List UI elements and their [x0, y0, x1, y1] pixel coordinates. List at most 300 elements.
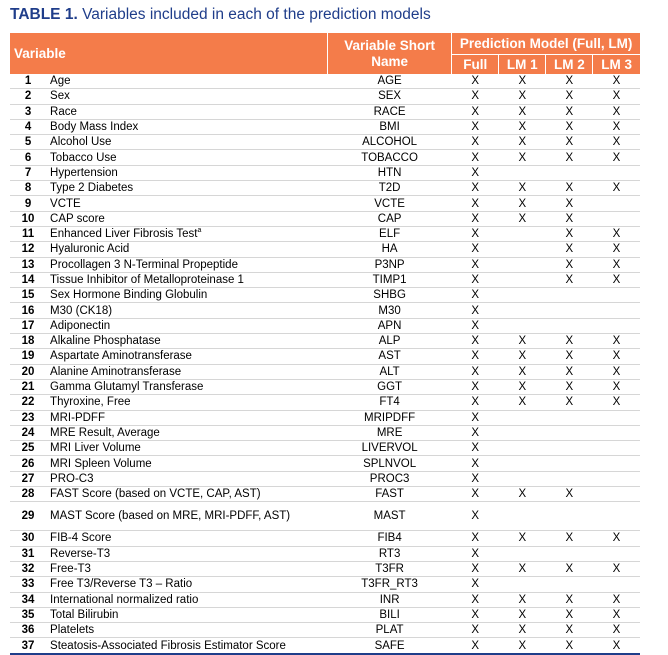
- row-number: 33: [10, 577, 46, 592]
- mark-lm3: X: [593, 104, 640, 119]
- mark-full: X: [452, 607, 499, 622]
- mark-lm3: [593, 318, 640, 333]
- mark-lm3: [593, 303, 640, 318]
- mark-lm1: X: [499, 623, 546, 638]
- variable-name-text: FAST Score (based on VCTE, CAP, AST): [50, 488, 261, 501]
- mark-lm3: X: [593, 395, 640, 410]
- table-row: [10, 349, 640, 364]
- mark-lm3: X: [593, 592, 640, 607]
- mark-full: X: [452, 623, 499, 638]
- variable-name: [46, 577, 327, 592]
- table-row: [10, 165, 640, 180]
- mark-full: X: [452, 165, 499, 180]
- variable-name-text: Body Mass Index: [50, 121, 139, 134]
- variable-name: [46, 592, 327, 607]
- mark-lm2: X: [546, 89, 593, 104]
- row-number: 20: [10, 364, 46, 379]
- mark-full: X: [452, 150, 499, 165]
- variable-name: [46, 607, 327, 622]
- table-label: TABLE 1.: [10, 6, 78, 23]
- variable-short-name: ALT: [328, 364, 452, 379]
- variable-name-text: MRE Result, Average: [50, 426, 160, 439]
- mark-lm3: X: [593, 623, 640, 638]
- mark-lm2: [546, 410, 593, 425]
- row-number: 22: [10, 395, 46, 410]
- variable-name: [46, 74, 327, 89]
- row-number: 37: [10, 638, 46, 654]
- table-row: [10, 546, 640, 561]
- variable-short-name: MAST: [328, 502, 452, 531]
- table-row: [10, 211, 640, 226]
- mark-lm1: X: [499, 74, 546, 89]
- mark-lm1: X: [499, 561, 546, 576]
- mark-lm2: X: [546, 119, 593, 134]
- table-caption: Variables included in each of the prediction models: [82, 6, 431, 23]
- variable-short-name: FIB4: [328, 531, 452, 546]
- table-row: [10, 334, 640, 349]
- mark-full: X: [452, 349, 499, 364]
- table-row: [10, 364, 640, 379]
- variable-name: [46, 257, 327, 272]
- variable-name-text: Reverse-T3: [50, 547, 111, 560]
- table-row: [10, 607, 640, 622]
- mark-lm2: X: [546, 104, 593, 119]
- variable-short-name: RT3: [328, 546, 452, 561]
- variable-short-name: BILI: [328, 607, 452, 622]
- variable-name-text: Free-T3: [50, 563, 91, 576]
- variable-name-text: MRI-PDFF: [50, 411, 105, 424]
- mark-lm3: [593, 546, 640, 561]
- variable-short-name: INR: [328, 592, 452, 607]
- mark-lm2: X: [546, 74, 593, 89]
- variable-name: [46, 364, 327, 379]
- variable-name: [46, 395, 327, 410]
- mark-lm3: [593, 456, 640, 471]
- table-row: [10, 74, 640, 89]
- table-row: [10, 471, 640, 486]
- table-row: [10, 561, 640, 576]
- variable-short-name: GGT: [328, 379, 452, 394]
- mark-lm2: [546, 546, 593, 561]
- table-row: [10, 441, 640, 456]
- table-row: [10, 150, 640, 165]
- mark-full: X: [452, 211, 499, 226]
- variable-short-name: VCTE: [328, 196, 452, 211]
- variable-name-text: VCTE: [50, 197, 81, 210]
- variable-name: [46, 425, 327, 440]
- variable-name: [46, 471, 327, 486]
- row-number: 23: [10, 410, 46, 425]
- header-lm3: LM 3: [593, 55, 640, 75]
- mark-lm3: [593, 425, 640, 440]
- variable-short-name: LIVERVOL: [328, 441, 452, 456]
- mark-full: X: [452, 502, 499, 531]
- variable-name: [46, 150, 327, 165]
- row-number: 16: [10, 303, 46, 318]
- mark-full: X: [452, 471, 499, 486]
- variable-name-text: Alcohol Use: [50, 136, 112, 149]
- table-row: [10, 531, 640, 546]
- mark-lm2: X: [546, 257, 593, 272]
- variable-name-text: CAP score: [50, 212, 105, 225]
- mark-lm3: X: [593, 257, 640, 272]
- variable-name-text: International normalized ratio: [50, 593, 199, 606]
- mark-lm2: [546, 577, 593, 592]
- table-row: [10, 303, 640, 318]
- mark-lm1: X: [499, 119, 546, 134]
- variable-short-name: MRE: [328, 425, 452, 440]
- variable-name: [46, 487, 327, 502]
- table-row: [10, 456, 640, 471]
- mark-lm3: [593, 410, 640, 425]
- mark-lm1: X: [499, 196, 546, 211]
- row-number: 30: [10, 531, 46, 546]
- variable-name: [46, 181, 327, 196]
- variable-short-name: AGE: [328, 74, 452, 89]
- row-number: 27: [10, 471, 46, 486]
- variable-name-text: Sex: [50, 90, 70, 103]
- variable-name-text: Enhanced Liver Fibrosis Test: [50, 228, 198, 241]
- header-lm2: LM 2: [546, 55, 593, 75]
- table-row: [10, 89, 640, 104]
- variable-short-name: HA: [328, 242, 452, 257]
- variable-name: [46, 318, 327, 333]
- mark-full: X: [452, 395, 499, 410]
- variable-name: [46, 349, 327, 364]
- row-number: 28: [10, 487, 46, 502]
- variable-name: [46, 226, 327, 241]
- row-number: 7: [10, 165, 46, 180]
- variable-short-name: RACE: [328, 104, 452, 119]
- mark-full: X: [452, 226, 499, 241]
- mark-lm2: X: [546, 349, 593, 364]
- variable-name: [46, 89, 327, 104]
- variable-name: [46, 288, 327, 303]
- mark-full: X: [452, 196, 499, 211]
- mark-lm3: [593, 577, 640, 592]
- mark-lm3: X: [593, 74, 640, 89]
- variable-name: [46, 531, 327, 546]
- variable-name-text: Tissue Inhibitor of Metalloproteinase 1: [50, 274, 244, 286]
- row-number: 4: [10, 119, 46, 134]
- row-number: 14: [10, 272, 46, 287]
- mark-lm3: X: [593, 150, 640, 165]
- variable-name: [46, 456, 327, 471]
- table-row: [10, 257, 640, 272]
- mark-full: X: [452, 89, 499, 104]
- row-number: 10: [10, 211, 46, 226]
- row-number: 19: [10, 349, 46, 364]
- table-row: [10, 135, 640, 150]
- variable-short-name: T3FR_RT3: [328, 577, 452, 592]
- table-row: [10, 318, 640, 333]
- table-row: [10, 379, 640, 394]
- mark-lm1: X: [499, 592, 546, 607]
- mark-full: X: [452, 318, 499, 333]
- mark-lm3: X: [593, 135, 640, 150]
- variable-short-name: CAP: [328, 211, 452, 226]
- variable-name-text: Steatosis-Associated Fibrosis Estimator Score: [50, 639, 286, 652]
- mark-lm1: [499, 242, 546, 257]
- mark-lm3: X: [593, 226, 640, 241]
- table-row: [10, 502, 640, 531]
- row-number: 11: [10, 226, 46, 241]
- row-number: 25: [10, 441, 46, 456]
- row-number: 21: [10, 379, 46, 394]
- mark-lm1: X: [499, 395, 546, 410]
- mark-full: X: [452, 456, 499, 471]
- table-title: [10, 6, 431, 24]
- variable-name-text: Platelets: [50, 624, 95, 637]
- row-number: 8: [10, 181, 46, 196]
- table-row: [10, 196, 640, 211]
- variable-name-text: M30 (CK18): [50, 304, 113, 317]
- variable-short-name: ALP: [328, 334, 452, 349]
- variable-short-name: TIMP1: [328, 272, 452, 287]
- mark-lm3: X: [593, 531, 640, 546]
- variable-name-text: Procollagen 3 N-Terminal Propeptide: [50, 258, 238, 271]
- table-row: [10, 410, 640, 425]
- mark-lm3: X: [593, 181, 640, 196]
- variables-table: [10, 33, 640, 655]
- header-full: Full: [452, 55, 499, 75]
- mark-lm3: [593, 288, 640, 303]
- mark-lm2: X: [546, 226, 593, 241]
- row-number: 26: [10, 456, 46, 471]
- mark-full: X: [452, 303, 499, 318]
- mark-lm1: [499, 546, 546, 561]
- mark-lm1: X: [499, 379, 546, 394]
- variable-name: [46, 379, 327, 394]
- variable-short-name: AST: [328, 349, 452, 364]
- variable-short-name: SHBG: [328, 288, 452, 303]
- table-row: [10, 104, 640, 119]
- mark-lm2: [546, 456, 593, 471]
- mark-full: X: [452, 577, 499, 592]
- mark-lm2: [546, 303, 593, 318]
- mark-lm2: X: [546, 395, 593, 410]
- row-number: 18: [10, 334, 46, 349]
- variable-name: [46, 242, 327, 257]
- row-number: 5: [10, 135, 46, 150]
- variable-name: [46, 104, 327, 119]
- variable-name-text: Type 2 Diabetes: [50, 182, 134, 195]
- mark-full: X: [452, 74, 499, 89]
- mark-lm2: [546, 441, 593, 456]
- mark-full: X: [452, 638, 499, 654]
- variable-name: [46, 638, 327, 654]
- mark-full: X: [452, 546, 499, 561]
- mark-lm1: X: [499, 150, 546, 165]
- table-row: [10, 638, 640, 654]
- mark-full: X: [452, 441, 499, 456]
- variable-short-name: M30: [328, 303, 452, 318]
- mark-lm2: X: [546, 150, 593, 165]
- variable-name-text: Hypertension: [50, 166, 118, 179]
- variable-name-text: FIB-4 Score: [50, 532, 112, 545]
- row-number: 32: [10, 561, 46, 576]
- row-number: 9: [10, 196, 46, 211]
- variable-name-text: Race: [50, 105, 77, 118]
- variable-name: [46, 119, 327, 134]
- mark-lm2: [546, 165, 593, 180]
- mark-lm1: X: [499, 135, 546, 150]
- row-number: 12: [10, 242, 46, 257]
- mark-lm1: [499, 471, 546, 486]
- row-number: 17: [10, 318, 46, 333]
- table-row: [10, 181, 640, 196]
- mark-lm2: X: [546, 531, 593, 546]
- mark-lm3: [593, 441, 640, 456]
- table-header: [10, 33, 640, 74]
- variable-name-text: Total Bilirubin: [50, 608, 119, 621]
- mark-lm3: [593, 196, 640, 211]
- mark-lm2: [546, 425, 593, 440]
- variable-short-name: SEX: [328, 89, 452, 104]
- variable-name: [46, 196, 327, 211]
- mark-lm3: X: [593, 638, 640, 654]
- mark-lm2: [546, 288, 593, 303]
- mark-lm2: X: [546, 487, 593, 502]
- row-number: 35: [10, 607, 46, 622]
- mark-lm1: [499, 502, 546, 531]
- mark-full: X: [452, 531, 499, 546]
- row-number: 3: [10, 104, 46, 119]
- mark-full: X: [452, 334, 499, 349]
- mark-lm1: [499, 257, 546, 272]
- mark-lm3: X: [593, 561, 640, 576]
- mark-lm1: X: [499, 211, 546, 226]
- variable-short-name: T3FR: [328, 561, 452, 576]
- mark-lm3: X: [593, 119, 640, 134]
- mark-lm3: X: [593, 89, 640, 104]
- mark-lm3: [593, 502, 640, 531]
- variable-name: [46, 502, 327, 531]
- mark-lm2: X: [546, 272, 593, 287]
- variable-short-name: MRIPDFF: [328, 410, 452, 425]
- variable-name-text: PRO-C3: [50, 472, 94, 485]
- mark-full: X: [452, 104, 499, 119]
- mark-lm2: X: [546, 379, 593, 394]
- header-variable: Variable: [10, 33, 328, 74]
- variable-short-name: BMI: [328, 119, 452, 134]
- variable-name-text: Gamma Glutamyl Transferase: [50, 381, 204, 394]
- table-row: [10, 226, 640, 241]
- variable-name: [46, 334, 327, 349]
- mark-lm3: X: [593, 607, 640, 622]
- variable-name-text: Hyaluronic Acid: [50, 243, 130, 256]
- mark-lm2: X: [546, 623, 593, 638]
- variable-name: [46, 135, 327, 150]
- mark-lm2: X: [546, 211, 593, 226]
- variable-name: [46, 441, 327, 456]
- table-row: [10, 577, 640, 592]
- row-number: 24: [10, 425, 46, 440]
- row-number: 2: [10, 89, 46, 104]
- mark-lm3: X: [593, 349, 640, 364]
- variable-name: [46, 303, 327, 318]
- mark-lm1: [499, 288, 546, 303]
- variable-short-name: TOBACCO: [328, 150, 452, 165]
- row-number: 15: [10, 288, 46, 303]
- mark-lm1: X: [499, 638, 546, 654]
- mark-lm1: [499, 318, 546, 333]
- variable-short-name: FT4: [328, 395, 452, 410]
- variable-name-text: MRI Liver Volume: [50, 442, 141, 455]
- table-row: [10, 592, 640, 607]
- row-number: 6: [10, 150, 46, 165]
- header-lm1: LM 1: [499, 55, 546, 75]
- mark-full: X: [452, 561, 499, 576]
- mark-lm1: X: [499, 89, 546, 104]
- mark-lm1: [499, 425, 546, 440]
- mark-lm1: [499, 303, 546, 318]
- row-number: 29: [10, 502, 46, 531]
- variable-name-text: Alanine Aminotransferase: [50, 365, 182, 378]
- mark-lm3: X: [593, 272, 640, 287]
- variable-short-name: FAST: [328, 487, 452, 502]
- mark-full: X: [452, 425, 499, 440]
- mark-full: X: [452, 242, 499, 257]
- mark-full: X: [452, 257, 499, 272]
- mark-lm1: X: [499, 531, 546, 546]
- mark-lm2: X: [546, 242, 593, 257]
- mark-lm1: X: [499, 607, 546, 622]
- mark-lm3: X: [593, 334, 640, 349]
- header-short-name: Variable Short Name: [328, 33, 452, 74]
- variable-name: [46, 272, 327, 287]
- mark-lm1: [499, 456, 546, 471]
- mark-lm1: [499, 410, 546, 425]
- mark-lm3: X: [593, 379, 640, 394]
- row-number: 31: [10, 546, 46, 561]
- mark-full: X: [452, 135, 499, 150]
- variable-name: [46, 410, 327, 425]
- mark-lm2: X: [546, 638, 593, 654]
- variable-short-name: APN: [328, 318, 452, 333]
- mark-lm3: [593, 211, 640, 226]
- variable-short-name: PROC3: [328, 471, 452, 486]
- mark-lm2: X: [546, 364, 593, 379]
- mark-lm2: [546, 318, 593, 333]
- mark-lm2: X: [546, 181, 593, 196]
- mark-lm3: [593, 165, 640, 180]
- mark-lm2: X: [546, 561, 593, 576]
- mark-lm2: X: [546, 196, 593, 211]
- mark-lm3: [593, 487, 640, 502]
- mark-lm1: [499, 577, 546, 592]
- mark-full: X: [452, 592, 499, 607]
- mark-full: X: [452, 364, 499, 379]
- mark-lm3: X: [593, 364, 640, 379]
- mark-lm1: X: [499, 364, 546, 379]
- variable-name-text: Age: [50, 75, 71, 88]
- mark-full: X: [452, 410, 499, 425]
- mark-lm1: [499, 226, 546, 241]
- mark-lm1: X: [499, 487, 546, 502]
- variable-name: [46, 211, 327, 226]
- table-row: [10, 242, 640, 257]
- mark-lm2: [546, 471, 593, 486]
- table-body: [10, 74, 640, 654]
- mark-lm1: X: [499, 349, 546, 364]
- mark-lm1: X: [499, 104, 546, 119]
- variable-short-name: HTN: [328, 165, 452, 180]
- variable-name-text: Thyroxine, Free: [50, 396, 131, 409]
- row-number: 1: [10, 74, 46, 89]
- variable-short-name: ELF: [328, 226, 452, 241]
- mark-full: X: [452, 379, 499, 394]
